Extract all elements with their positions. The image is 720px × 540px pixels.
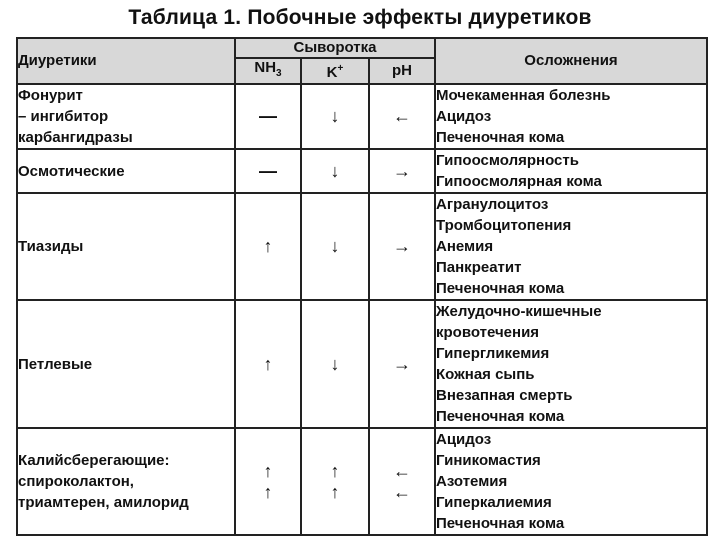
complication-item: Кожная сыпь <box>436 366 535 383</box>
header-diuretics: Диуретики <box>17 38 235 84</box>
complication-item: Агранулоцитоз <box>436 196 549 213</box>
ph-cell <box>369 428 435 535</box>
complication-item: Ацидоз <box>436 108 492 125</box>
k-cell <box>301 300 369 428</box>
nh3-cell <box>235 84 301 149</box>
serum-indicator: ↑ <box>263 481 273 502</box>
table-row <box>17 300 707 428</box>
complications-cell <box>435 84 707 149</box>
serum-indicator: → <box>393 160 411 181</box>
page-title: Таблица 1. Побочные эффекты диуретиков <box>128 6 592 29</box>
complications-cell <box>435 428 707 535</box>
diuretic-name-line: Петлевые <box>18 355 93 373</box>
serum-indicator: ↑ <box>263 353 273 374</box>
complication-item: Печеночная кома <box>436 129 565 146</box>
serum-indicator: — <box>259 160 277 181</box>
complication-item: Печеночная кома <box>436 280 565 297</box>
diuretic-name-cell <box>17 428 235 535</box>
serum-indicator: ← <box>393 481 411 502</box>
ph-cell <box>369 193 435 300</box>
complication-item: Гипоосмолярность <box>436 152 579 169</box>
table-row <box>17 84 707 149</box>
header-nh3: $NH_3$ <box>235 58 301 84</box>
complications-cell <box>435 193 707 300</box>
diuretic-name-line: триамтерен, амилорид <box>18 494 189 511</box>
diuretic-name-line: Калийсберегающие: <box>18 452 170 469</box>
header-ph: pH <box>369 58 435 84</box>
complications-cell <box>435 149 707 193</box>
k-cell <box>301 84 369 149</box>
complication-item: кровотечения <box>436 324 540 341</box>
diuretic-name-line: Тиазиды <box>18 238 84 255</box>
table-row <box>17 428 707 535</box>
complication-item: Мочекаменная болезнь <box>436 87 611 104</box>
diuretic-name-cell <box>17 84 235 149</box>
diuretic-name-line: Фонурит <box>18 87 83 104</box>
table-row <box>17 193 707 300</box>
complication-item: Гипергликемия <box>436 345 550 362</box>
complication-item: Гипоосмолярная кома <box>436 173 602 190</box>
complication-item: Тромбоцитопения <box>436 217 572 234</box>
nh3-cell <box>235 428 301 535</box>
complication-item: Гиперкалиемия <box>436 494 552 511</box>
diuretic-name-line: Осмотические <box>18 162 125 180</box>
side-effects-table <box>16 37 708 536</box>
k-cell <box>301 428 369 535</box>
complication-item: Ацидоз <box>436 431 492 448</box>
complication-item: Печеночная кома <box>436 408 565 425</box>
serum-indicator: ↓ <box>330 353 340 374</box>
complications-cell <box>435 300 707 428</box>
diuretic-name-line: карбангидразы <box>18 129 133 146</box>
header-complications: Осложнения <box>435 38 707 84</box>
complication-item: Гиникомастия <box>436 452 541 469</box>
complication-item: Панкреатит <box>436 259 522 276</box>
k-cell <box>301 149 369 193</box>
serum-indicator: → <box>393 236 411 256</box>
complication-item: Желудочно-кишечные <box>436 303 602 320</box>
k-cell <box>301 193 369 300</box>
serum-indicator: ↓ <box>330 160 340 181</box>
serum-indicator: ← <box>393 106 411 126</box>
diuretic-name-cell <box>17 300 235 428</box>
serum-indicator: ↓ <box>330 236 340 256</box>
header-k: K+ <box>301 58 369 84</box>
nh3-cell <box>235 193 301 300</box>
nh3-cell <box>235 149 301 193</box>
complication-item: Азотемия <box>436 473 508 490</box>
serum-indicator: ↑ <box>330 460 340 481</box>
table-row <box>17 149 707 193</box>
diuretic-name-cell <box>17 193 235 300</box>
serum-indicator: → <box>393 353 411 374</box>
diuretic-name-line: спироколактон, <box>18 473 134 490</box>
ph-cell <box>369 149 435 193</box>
serum-indicator: ↑ <box>330 481 340 502</box>
diuretic-name-cell <box>17 149 235 193</box>
nh3-cell <box>235 300 301 428</box>
serum-indicator: ↑ <box>263 460 273 481</box>
diuretic-name-line: – ингибитор <box>18 108 109 125</box>
ph-cell <box>369 84 435 149</box>
serum-indicator: ↑ <box>263 236 273 256</box>
serum-indicator: ↓ <box>330 106 340 126</box>
complication-item: Внезапная смерть <box>436 387 573 404</box>
serum-indicator: ← <box>393 460 411 481</box>
complication-item: Печеночная кома <box>436 515 565 532</box>
ph-cell <box>369 300 435 428</box>
header-serum: Сыворотка <box>235 38 435 58</box>
complication-item: Анемия <box>436 238 494 255</box>
serum-indicator: — <box>259 106 277 126</box>
